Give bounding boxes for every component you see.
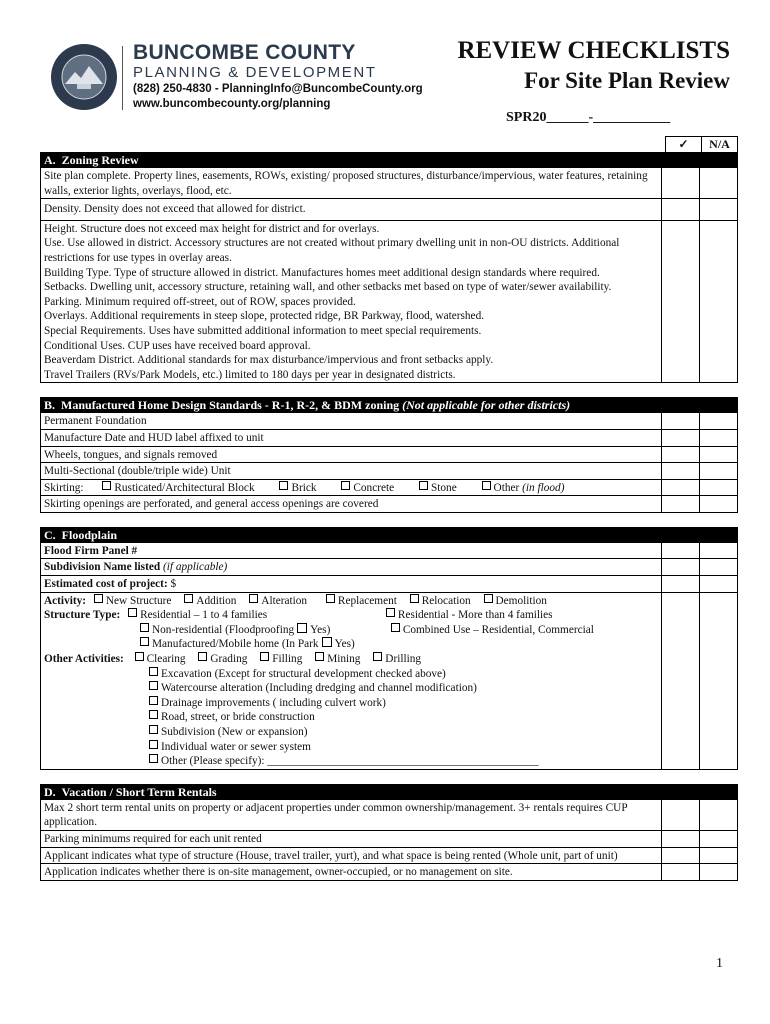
other-option[interactable]	[44, 725, 658, 740]
checkbox-icon[interactable]	[373, 652, 382, 661]
other-option[interactable]	[44, 754, 658, 769]
checkbox-icon[interactable]	[140, 623, 149, 632]
option-label: Clearing	[146, 653, 186, 666]
checkbox-icon[interactable]	[149, 667, 158, 676]
na-box[interactable]	[699, 413, 737, 429]
row-text: Applicant indicates what type of structure (House, travel trailer, yurt), and what space is being rented (Whole unit, part of unit)	[44, 849, 618, 862]
na-box[interactable]	[699, 864, 737, 880]
skirting-row	[41, 480, 737, 497]
checklist-row	[41, 463, 737, 480]
na-box[interactable]	[699, 593, 737, 769]
other-option[interactable]	[44, 681, 658, 696]
checklist-row	[41, 848, 737, 865]
option-label: Addition	[196, 594, 237, 607]
option-label: Alteration	[261, 594, 308, 607]
checkbox-icon[interactable]	[149, 740, 158, 749]
checkbox-icon[interactable]	[297, 623, 307, 633]
checklist	[40, 136, 738, 881]
check-box[interactable]	[661, 593, 699, 769]
check-box[interactable]	[661, 864, 699, 880]
activity-option[interactable]	[94, 594, 172, 609]
section-zoning-review	[40, 152, 738, 383]
checklist-row	[41, 199, 737, 221]
check-box[interactable]	[661, 221, 699, 383]
section-title: Manufactured Home Design Standards - R-1, R-2, & BDM zoning	[61, 398, 400, 413]
section-title: Vacation / Short Term Rentals	[61, 784, 217, 799]
section-letter: A.	[44, 153, 56, 167]
option-label: Grading	[210, 653, 248, 666]
row-text: Skirting openings are perforated, and general access openings are covered	[44, 498, 379, 511]
na-column-header: N/A	[701, 136, 738, 152]
org-department: PLANNING & DEVELOPMENT	[133, 64, 377, 81]
section-title-note: (Not applicable for other districts)	[402, 398, 571, 413]
skirting-option-other[interactable]	[482, 481, 565, 496]
other-option[interactable]	[44, 740, 658, 755]
option-label: Drilling	[385, 653, 422, 666]
row-text: Wheels, tongues, and signals removed	[44, 448, 218, 461]
structure-type-label: Structure Type:	[44, 609, 121, 622]
section-letter: D.	[44, 784, 56, 799]
option-label: Excavation (Except for structural development checked above)	[161, 667, 446, 680]
na-box[interactable]	[699, 221, 737, 383]
row-text: Multi-Sectional (double/triple wide) Unit	[44, 465, 231, 478]
checkbox-icon[interactable]	[249, 594, 258, 603]
activity-option[interactable]	[410, 594, 471, 609]
na-box[interactable]	[699, 559, 737, 575]
check-box[interactable]	[661, 480, 699, 496]
other-option[interactable]	[198, 652, 247, 667]
title-line-2: For Site Plan Review	[524, 68, 730, 93]
other-option[interactable]	[260, 652, 302, 667]
spr-number-field[interactable]: SPR20______-___________	[506, 110, 671, 125]
checkbox-icon[interactable]	[102, 481, 111, 490]
checkbox-icon[interactable]	[326, 594, 335, 603]
option-label: Individual water or sewer system	[161, 740, 311, 753]
row-text: Max 2 short term rental units on property or adjacent properties under common ownership/management. 3+ rentals requires CUP application.	[44, 801, 628, 829]
na-box[interactable]	[699, 576, 737, 592]
page-number: 1	[716, 956, 723, 971]
structure-option[interactable]	[128, 608, 383, 623]
skirting-option-block[interactable]	[102, 481, 254, 496]
overlays-item: Overlays. Additional requirements in steep slope, protected ridge, BR Parkway, flood, watershed.	[44, 310, 485, 323]
page-header	[0, 0, 770, 140]
org-website: www.buncombecounty.org/planning	[133, 98, 331, 110]
checkbox-icon[interactable]	[341, 481, 350, 490]
option-label: Demolition	[495, 594, 547, 607]
yes-label: Yes)	[334, 638, 355, 651]
section-header	[41, 784, 737, 800]
section-letter: C.	[44, 527, 56, 542]
option-label: Watercourse alteration (Including dredging and channel modification)	[161, 682, 477, 695]
option-label: Rusticated/Architectural Block	[114, 481, 255, 494]
na-box[interactable]	[699, 447, 737, 463]
header-divider	[122, 46, 123, 110]
column-header-row	[40, 136, 738, 152]
option-label: Relocation	[421, 594, 471, 607]
section-title: Zoning Review	[61, 153, 139, 167]
na-box[interactable]	[699, 463, 737, 479]
activity-row	[41, 593, 737, 769]
beaverdam-item: Beaverdam District. Additional standards for max disturbance/impervious and front setbacks apply.	[44, 354, 494, 367]
checklist-row	[41, 413, 737, 430]
org-name: BUNCOMBE COUNTY	[133, 41, 356, 64]
other-option[interactable]	[44, 667, 658, 682]
checkbox-icon[interactable]	[184, 594, 193, 603]
option-label: Non-residential (Floodproofing	[152, 623, 295, 636]
na-box[interactable]	[699, 480, 737, 496]
checklist-row	[41, 559, 737, 576]
other-activities-label: Other Activities:	[44, 653, 124, 666]
special-requirements-item: Special Requirements. Uses have submitted additional information to meet special requirements.	[44, 324, 482, 337]
na-box[interactable]	[699, 199, 737, 220]
na-box[interactable]	[699, 430, 737, 446]
structure-option[interactable]	[140, 638, 355, 650]
na-box[interactable]	[699, 800, 737, 830]
setbacks-item: Setbacks. Dwelling unit, accessory structure, retaining wall, and other setbacks met based on type of water/sewer availability.	[44, 281, 612, 294]
option-label: Other (Please specify): ________________________________________________	[161, 755, 539, 768]
checkbox-icon[interactable]	[391, 623, 400, 632]
option-label: Replacement	[337, 594, 397, 607]
activity-option[interactable]	[184, 594, 236, 609]
option-label: Manufactured/Mobile home (In Park	[152, 638, 319, 651]
option-label: Brick	[291, 481, 317, 494]
checkbox-icon[interactable]	[128, 608, 137, 617]
checkbox-icon[interactable]	[315, 652, 324, 661]
checklist-row	[41, 168, 737, 199]
check-box[interactable]	[661, 848, 699, 864]
section-letter: B.	[44, 398, 56, 413]
checkbox-icon[interactable]	[149, 710, 158, 719]
checklist-row	[41, 447, 737, 464]
checkbox-icon[interactable]	[94, 594, 103, 603]
checklist-row	[41, 496, 737, 513]
check-box[interactable]	[661, 413, 699, 429]
check-box[interactable]	[661, 463, 699, 479]
skirting-label: Skirting:	[44, 481, 84, 494]
option-label: Drainage improvements ( including culvert work)	[161, 696, 386, 709]
option-label: Concrete	[353, 481, 395, 494]
activity-option[interactable]	[326, 594, 397, 609]
structure-option[interactable]	[391, 624, 594, 636]
option-label: Subdivision (New or expansion)	[161, 726, 308, 738]
row-text: Manufacture Date and HUD label affixed to unit	[44, 431, 264, 444]
checkbox-icon[interactable]	[484, 594, 493, 603]
check-box[interactable]	[661, 496, 699, 512]
check-box[interactable]	[661, 430, 699, 446]
check-box[interactable]	[661, 800, 699, 830]
option-label: Combined Use – Residential, Commercial	[402, 623, 594, 636]
other-option[interactable]	[135, 652, 186, 667]
section-short-term-rentals	[40, 784, 738, 881]
checklist-row	[41, 543, 737, 560]
na-box[interactable]	[699, 543, 737, 559]
checkbox-icon[interactable]	[279, 481, 288, 490]
yes-label: Yes)	[310, 623, 331, 636]
document-title	[457, 36, 730, 96]
checkbox-icon[interactable]	[419, 481, 428, 490]
checkbox-icon[interactable]	[198, 652, 207, 661]
option-label: Residential - More than 4 families	[397, 609, 553, 622]
section-header	[41, 397, 737, 413]
title-line-1: REVIEW CHECKLISTS	[457, 37, 730, 64]
option-label: Other	[493, 481, 520, 494]
row-text: Application indicates whether there is on-site management, owner-occupied, or no management on site.	[44, 866, 513, 879]
na-box[interactable]	[699, 848, 737, 864]
field-value: $	[170, 578, 177, 591]
option-label: Road, street, or bride construction	[161, 711, 315, 724]
checkbox-icon[interactable]	[322, 637, 332, 647]
skirting-option-stone[interactable]	[419, 481, 457, 496]
section-title: Floodplain	[61, 527, 118, 542]
checkbox-icon[interactable]	[149, 696, 158, 705]
use-item: Use. Use allowed in district. Accessory structures are not created without primary dwelling unit in non-OU districts. Additional restrictions for use types in overlay areas.	[44, 237, 620, 264]
checkbox-icon[interactable]	[260, 652, 269, 661]
other-option[interactable]	[315, 652, 360, 667]
field-label: Estimated cost of project:	[44, 578, 168, 591]
checklist-row	[41, 576, 737, 593]
checkbox-icon[interactable]	[149, 681, 158, 690]
org-contact: (828) 250-4830 - PlanningInfo@BuncombeCounty.org	[133, 83, 423, 95]
field-note: (if applicable)	[162, 561, 228, 574]
organization-block	[133, 42, 423, 112]
row-text-group	[41, 221, 661, 383]
skirting-option-brick[interactable]	[279, 481, 316, 496]
skirting-options	[41, 480, 661, 496]
check-box[interactable]	[661, 831, 699, 847]
height-item: Height. Structure does not exceed max height for district and for overlays.	[44, 222, 380, 235]
check-box[interactable]	[661, 576, 699, 592]
county-seal-logo	[51, 44, 117, 110]
check-box[interactable]	[661, 559, 699, 575]
option-label: New Structure	[105, 594, 172, 607]
activity-option[interactable]	[249, 594, 307, 609]
check-box[interactable]	[661, 168, 699, 198]
checkbox-icon[interactable]	[410, 594, 419, 603]
checkbox-icon[interactable]	[149, 725, 158, 734]
checkbox-icon[interactable]	[140, 637, 149, 646]
check-box[interactable]	[661, 447, 699, 463]
check-box[interactable]	[661, 543, 699, 559]
structure-option[interactable]	[140, 623, 388, 638]
section-header	[41, 527, 737, 543]
option-label: Residential – 1 to 4 families	[140, 609, 268, 622]
checklist-row	[41, 864, 737, 881]
row-text: Parking minimums required for each unit rented	[44, 832, 262, 845]
na-box[interactable]	[699, 168, 737, 198]
other-option[interactable]	[44, 710, 658, 725]
checklist-row	[41, 430, 737, 447]
checkbox-icon[interactable]	[135, 652, 144, 661]
check-column-header: ✓	[665, 136, 702, 152]
building-type-item: Building Type. Type of structure allowed in district. Manufactures homes meet additional design standards where required.	[44, 266, 600, 279]
check-box[interactable]	[661, 199, 699, 220]
checkbox-icon[interactable]	[386, 608, 395, 617]
option-label: Mining	[327, 653, 361, 666]
other-option[interactable]	[373, 652, 421, 667]
checkbox-icon[interactable]	[482, 481, 491, 490]
section-manufactured-home	[40, 397, 738, 513]
checklist-row	[41, 800, 737, 831]
travel-trailers-item: Travel Trailers (RVs/Park Models, etc.) limited to 180 days per year in designated districts.	[44, 368, 456, 381]
na-box[interactable]	[699, 831, 737, 847]
row-text: Density. Density does not exceed that allowed for district.	[44, 203, 306, 216]
skirting-option-concrete[interactable]	[341, 481, 394, 496]
section-header	[41, 152, 737, 168]
cost-field[interactable]	[41, 576, 661, 592]
parking-item: Parking. Minimum required off-street, out of ROW, spaces provided.	[44, 295, 356, 308]
option-note: (in flood)	[522, 481, 565, 494]
activity-block	[41, 593, 661, 769]
na-box[interactable]	[699, 496, 737, 512]
row-text: Site plan complete. Property lines, easements, ROWs, existing/ proposed structures, disturbance/impervious, water features, retaining walls, exterior lights, overlays, flood, etc.	[44, 170, 648, 197]
checkbox-icon[interactable]	[149, 754, 158, 763]
firm-panel-field[interactable]: Flood Firm Panel #	[44, 544, 138, 557]
option-label: Filling	[272, 653, 303, 666]
section-floodplain	[40, 527, 738, 770]
activity-label: Activity:	[44, 594, 87, 607]
field-label: Subdivision Name listed	[44, 561, 161, 574]
structure-option[interactable]	[386, 609, 553, 621]
activity-option[interactable]	[484, 594, 547, 609]
option-label: Stone	[430, 481, 457, 494]
checklist-row	[41, 831, 737, 848]
checklist-row	[41, 221, 737, 383]
subdivision-field[interactable]	[41, 559, 661, 575]
row-text: Permanent Foundation	[44, 415, 147, 428]
conditional-uses-item: Conditional Uses. CUP uses have received board approval.	[44, 339, 311, 352]
other-option[interactable]	[44, 696, 658, 711]
